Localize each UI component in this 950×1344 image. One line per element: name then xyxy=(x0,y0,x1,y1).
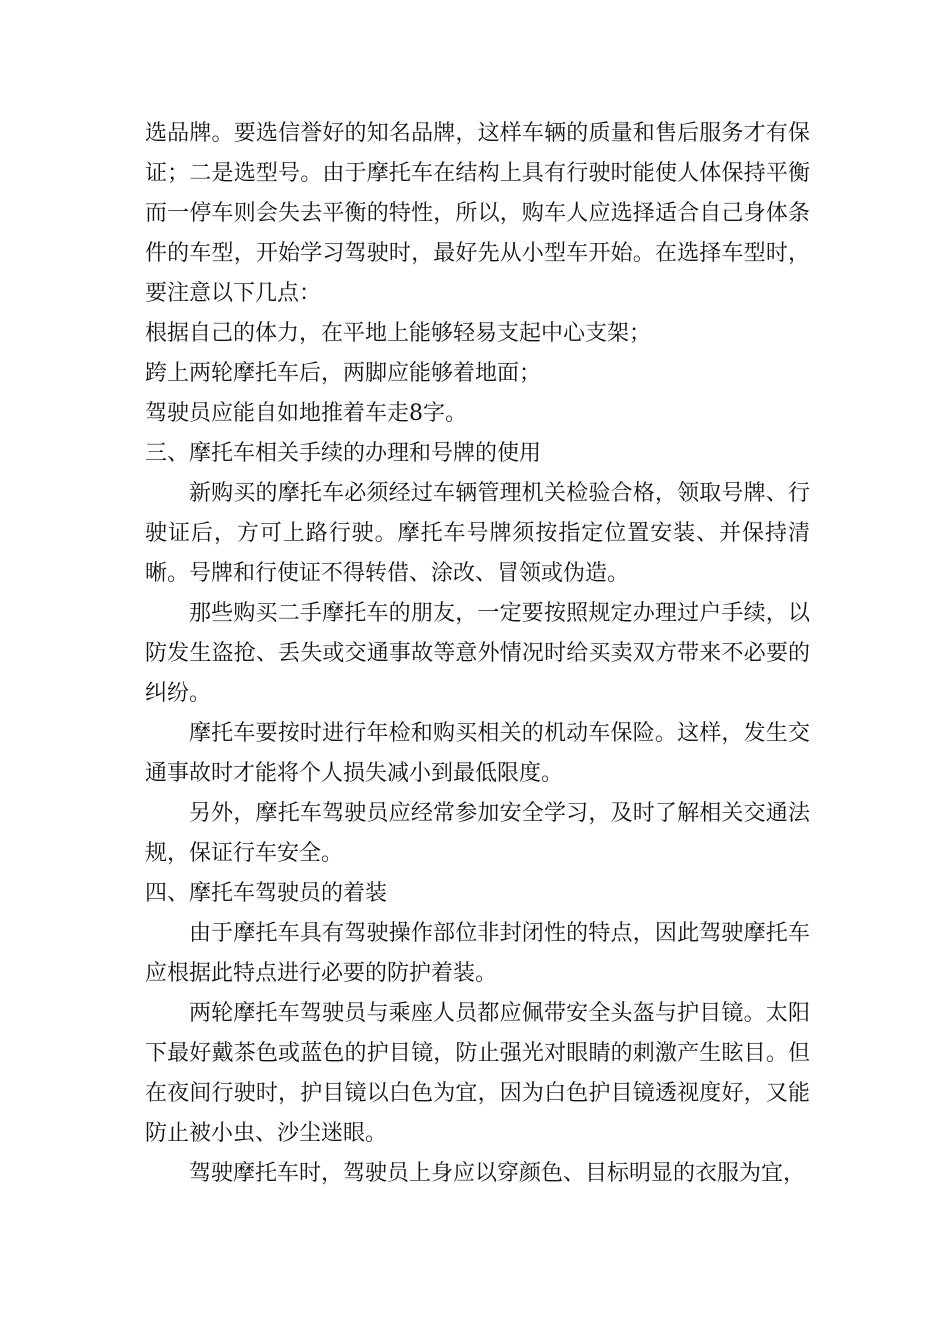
section-heading: 四、摩托车驾驶员的着装 xyxy=(145,881,388,906)
body-paragraph: 根据自己的体力，在平地上能够轻易支起中心支架； xyxy=(145,321,652,346)
body-paragraph: 选品牌。要选信誉好的知名品牌，这样车辆的质量和售后服务才有保证；二是选型号。由于摩托车在结构上具有行驶时能使人体保持平衡而一停车则会失去平衡的特性，所以，购车人应选择适合自己身体条件的车型，开始学习驾驶时，最好先从小型车开始。在选择车型时，要注意以下几点： xyxy=(145,121,810,306)
body-paragraph: 驾驶员应能自如地推着车走8字。 xyxy=(145,401,467,426)
body-paragraph: 那些购买二手摩托车的朋友，一定要按照规定办理过户手续，以防发生盗抢、丢失或交通事故等意外情况时给买卖双方带来不必要的纠纷。 xyxy=(145,601,810,706)
body-paragraph: 新购买的摩托车必须经过车辆管理机关检验合格，领取号牌、行驶证后，方可上路行驶。摩托车号牌须按指定位置安装、并保持清晰。号牌和行使证不得转借、涂改、冒领或伪造。 xyxy=(145,481,810,586)
body-paragraph: 另外，摩托车驾驶员应经常参加安全学习，及时了解相关交通法规，保证行车安全。 xyxy=(145,801,810,866)
body-paragraph: 跨上两轮摩托车后，两脚应能够着地面； xyxy=(145,361,542,386)
body-paragraph: 由于摩托车具有驾驶操作部位非封闭性的特点，因此驾驶摩托车应根据此特点进行必要的防护着装。 xyxy=(145,921,810,986)
body-paragraph: 驾驶摩托车时，驾驶员上身应以穿颜色、目标明显的衣服为宜， xyxy=(189,1161,806,1186)
document-body xyxy=(145,114,810,1194)
body-paragraph: 摩托车要按时进行年检和购买相关的机动车保险。这样，发生交通事故时才能将个人损失减小到最低限度。 xyxy=(145,721,810,786)
section-heading: 三、摩托车相关手续的办理和号牌的使用 xyxy=(145,441,542,466)
body-paragraph: 两轮摩托车驾驶员与乘座人员都应佩带安全头盔与护目镜。太阳下最好戴茶色或蓝色的护目镜，防止强光对眼睛的刺激产生眩目。但在夜间行驶时，护目镜以白色为宜，因为白色护目镜透视度好，又能防止被小虫、沙尘迷眼。 xyxy=(145,1001,810,1146)
